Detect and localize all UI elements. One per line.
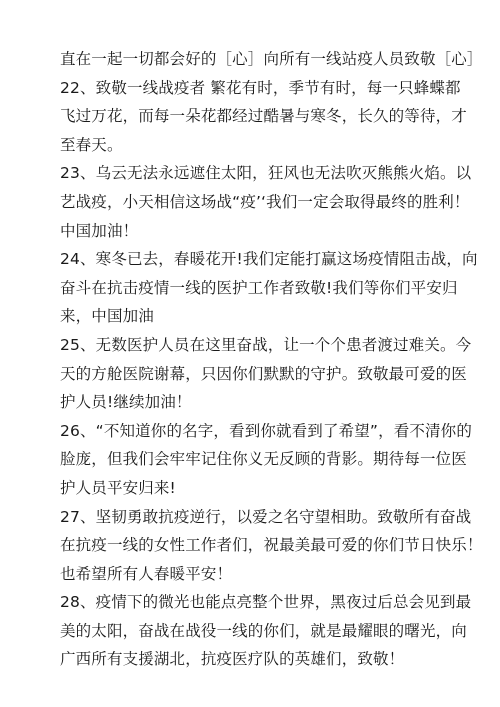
- text-line: 23、乌云无法永远遮住太阳，狂风也无法吹灭熊熊火焰。以: [60, 164, 472, 183]
- text-line: 直在一起一切都会好的［心］向所有一线站疫人员致敬［心］: [60, 50, 483, 68]
- text-line: 25、无数医护人员在这里奋战，让一个个患者渡过难关。今: [60, 335, 472, 354]
- text-line: 中国加油！: [60, 221, 139, 240]
- text-line: 广西所有支援湖北，抗疫医疗队的英雄们，致敬！: [60, 650, 405, 669]
- text-line: 护人员平安归来!: [60, 478, 176, 497]
- text-line: 来，中国加油: [60, 307, 154, 326]
- text-line: 奋斗在抗击疫情一线的医护工作者致敬!我们等你们平安归: [60, 278, 458, 297]
- text-line: 也希望所有人春暖平安！: [60, 564, 233, 583]
- text-line: 美的太阳，奋战在战役一线的你们，就是最耀眼的曙光，向: [60, 621, 467, 640]
- text-line: 飞过万花，而每一朵花都经过酷暑与寒冬，长久的等待，才: [60, 107, 467, 126]
- text-line: 28、疫情下的微光也能点亮整个世界，黑夜过后总会见到最: [60, 593, 472, 612]
- text-line: 26、“不知道你的名字，看到你就看到了希望”，看不清你的: [60, 421, 472, 440]
- text-line: 22、致敬一线战疫者 繁花有时，季节有时，每一只蜂蝶都: [60, 78, 461, 97]
- text-line: 至春天。: [60, 135, 123, 154]
- text-line: 27、坚韧勇敢抗疫逆行，以爱之名守望相助。致敬所有奋战: [60, 507, 472, 526]
- text-line: 护人员!继续加油！: [60, 393, 192, 412]
- text-line: 24、寒冬已去，春暖花开!我们定能打赢这场疫情阻击战，向: [60, 250, 478, 269]
- text-line: 天的方舱医院谢幕，只因你们默默的守护。致敬最可爱的医: [60, 364, 467, 383]
- text-line: 艺战疫，小天相信这场战“疫’‘我们一定会取得最终的胜利！: [60, 192, 470, 211]
- text-line: 在抗疫一线的女性工作者们，祝最美最可爱的你们节日快乐！: [60, 536, 483, 555]
- text-line: 脸庞，但我们会牢牢记住你义无反顾的背影。期待每一位医: [60, 450, 467, 469]
